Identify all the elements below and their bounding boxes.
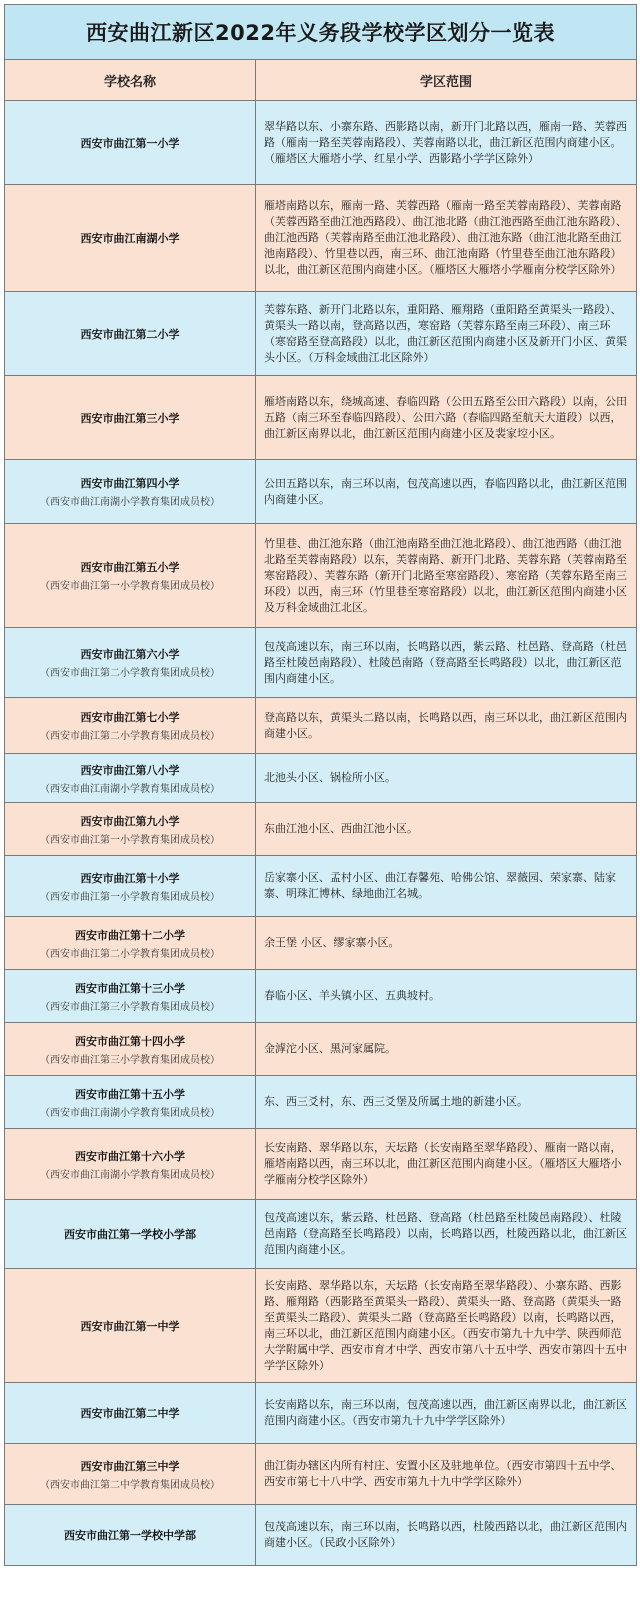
school-name: 西安市曲江第九小学 [80, 814, 180, 828]
school-name: 西安市曲江第一学校中学部 [64, 1529, 196, 1542]
school-name-cell [5, 970, 256, 1023]
school-name: 西安市曲江第十二小学 [75, 928, 185, 942]
table-row [5, 376, 637, 460]
header-school-name: 学校名称 [5, 60, 256, 101]
district-range-cell: 北池头小区、锅检所小区。 [256, 754, 637, 803]
table-row [5, 292, 637, 376]
school-group-note: （西安市曲江第二小学教育集团成员校） [40, 668, 220, 679]
table-row [5, 628, 637, 698]
school-group-note: （西安市曲江南湖小学教育集团成员校） [40, 783, 220, 795]
district-range-cell: 岳家寨小区、孟村小区、曲江春馨苑、哈佛公馆、翠薇园、荣家寨、陆家寨、明珠汇博林、绿地曲江名城。 [256, 856, 637, 917]
table-row [5, 1076, 637, 1129]
district-table [4, 4, 637, 1566]
school-name: 西安市曲江第十小学 [80, 871, 180, 885]
district-range-cell: 公田五路以东，南三环以南，包茂高速以西，春临四路以北，曲江新区范围内商建小区。 [256, 460, 637, 524]
district-range-cell: 金滹沱小区、黑河家属院。 [256, 1023, 637, 1076]
school-name-cell [5, 460, 256, 524]
school-group-note: （西安市曲江第一小学教育集团成员校） [40, 834, 220, 846]
school-group-note: （西安市曲江南湖小学教育集团成员校） [40, 497, 220, 508]
district-range-cell: 长安南路以东，南三环以南，包茂高速以西，曲江新区南界以北，曲江新区范围内商建小区。（西安市第九十九中学学区除外） [256, 1383, 637, 1444]
district-range-cell: 春临小区、羊头镇小区、五典坡村。 [256, 970, 637, 1023]
school-name: 西安市曲江第十四小学 [75, 1034, 185, 1048]
district-range-cell: 余王堡 小区、缪家寨小区。 [256, 917, 637, 970]
table-header-row [5, 60, 637, 101]
school-name-cell [5, 628, 256, 698]
table-row [5, 460, 637, 524]
table-row [5, 1269, 637, 1383]
district-range-cell: 翠华路以东、小寨东路、西影路以南，新开门北路以西，雁南一路、芙蓉西路（雁南一路至芙蓉南路段）、芙蓉南路以北，曲江新区范围内商建小区。（雁塔区大雁塔小学、红星小学、西影路小学学区除外） [256, 101, 637, 185]
table-row [5, 1383, 637, 1444]
school-name-cell [5, 1129, 256, 1200]
school-name: 西安市曲江南湖小学 [80, 232, 180, 245]
school-name-cell [5, 754, 256, 803]
school-name-cell [5, 1444, 256, 1505]
school-group-note: （西安市曲江第二小学教育集团成员校） [40, 731, 220, 742]
school-name: 西安市曲江第一小学 [80, 136, 180, 150]
school-name: 西安市曲江第一中学 [80, 1319, 180, 1333]
school-group-note: （西安市曲江第三小学教育集团成员校） [40, 1001, 220, 1013]
table-row [5, 917, 637, 970]
district-range-cell: 登高路以东，黄渠头二路以南，长鸣路以西，南三环以北，曲江新区范围内商建小区。 [256, 698, 637, 754]
school-group-note: （西安市曲江第一小学教育集团成员校） [40, 891, 220, 903]
table-row [5, 1444, 637, 1505]
table-row [5, 1129, 637, 1200]
school-group-note: （西安市曲江第三小学教育集团成员校） [40, 1054, 220, 1066]
table-row [5, 524, 637, 628]
school-name-cell [5, 1269, 256, 1383]
district-range-cell: 东曲江池小区、西曲江池小区。 [256, 803, 637, 856]
school-name-cell [5, 1505, 256, 1566]
school-name: 西安市曲江第一学校小学部 [64, 1228, 196, 1241]
school-name: 西安市曲江第八小学 [80, 763, 180, 777]
school-name-cell [5, 185, 256, 292]
school-name: 西安市曲江第五小学 [80, 561, 180, 574]
school-name-cell [5, 1383, 256, 1444]
header-district-range: 学区范围 [256, 60, 637, 101]
school-name-cell [5, 1200, 256, 1269]
table-row [5, 101, 637, 185]
school-name: 西安市曲江第七小学 [80, 711, 180, 724]
school-name-cell [5, 101, 256, 185]
district-range-cell: 雁塔南路以东，绕城高速、春临四路（公田五路至公田六路段）以南，公田五路（南三环至春临四路段）、公田六路（春临四路至航天大道段）以西，曲江新区南界以北，曲江新区范围内商建小区及裴家埪小区。 [256, 376, 637, 460]
school-name: 西安市曲江第二小学 [80, 327, 180, 341]
table-row [5, 698, 637, 754]
school-name-cell [5, 1023, 256, 1076]
school-name-cell [5, 376, 256, 460]
school-group-note: （西安市曲江第二中学教育集团成员校） [40, 1479, 220, 1491]
school-name: 西安市曲江第十三小学 [75, 981, 185, 995]
school-name: 西安市曲江第六小学 [80, 648, 180, 661]
table-row [5, 1505, 637, 1566]
school-name: 西安市曲江第三中学 [80, 1459, 180, 1473]
table-row [5, 1023, 637, 1076]
district-range-cell: 包茂高速以东，紫云路、杜邑路、登高路（杜邑路至杜陵邑南路段）、杜陵邑南路（登高路至长鸣路段）以南，长鸣路以西，杜陵西路以北，曲江新区范围内商建小区。 [256, 1200, 637, 1269]
school-name-cell [5, 524, 256, 628]
table-row [5, 803, 637, 856]
school-name-cell [5, 917, 256, 970]
school-name: 西安市曲江第十六小学 [75, 1149, 185, 1163]
table-body [5, 101, 637, 1566]
table-row [5, 185, 637, 292]
school-name-cell [5, 856, 256, 917]
district-range-cell: 包茂高速以东，南三环以南，长鸣路以西，杜陵西路以北，曲江新区范围内商建小区。（民政小区除外） [256, 1505, 637, 1566]
school-name: 西安市曲江第三小学 [80, 411, 180, 425]
school-group-note: （西安市曲江南湖小学教育集团成员校） [40, 1169, 220, 1181]
district-table-sheet [4, 4, 636, 1605]
district-range-cell: 曲江街办辖区内所有村庄、安置小区及驻地单位。（西安市第四十五中学、西安市第七十八中学、西安市第九十九中学学区除外） [256, 1444, 637, 1505]
school-name-cell [5, 1076, 256, 1129]
school-name-cell [5, 698, 256, 754]
school-name-cell [5, 292, 256, 376]
school-group-note: （西安市曲江第一小学教育集团成员校） [40, 581, 220, 592]
school-name-cell [5, 803, 256, 856]
table-row [5, 856, 637, 917]
school-name: 西安市曲江第二中学 [80, 1407, 180, 1420]
school-name: 西安市曲江第十五小学 [75, 1087, 185, 1101]
district-range-cell: 包茂高速以东，南三环以南，长鸣路以西，紫云路、杜邑路、登高路（杜邑路至杜陵邑南路段）、杜陵邑南路（登高路至长鸣路段）以北，曲江新区范围内商建小区。 [256, 628, 637, 698]
table-title: 西安曲江新区2022年义务段学校学区划分一览表 [5, 5, 637, 60]
district-range-cell: 东、西三爻村，东、西三爻堡及所属土地的新建小区。 [256, 1076, 637, 1129]
district-range-cell: 竹里巷、曲江池东路（曲江池南路至曲江池北路段）、曲江池西路（曲江池北路至芙蓉南路段）以东，芙蓉南路、新开门北路、芙蓉东路（芙蓉南路至寒窑路段）、芙蓉东路（新开门北路至寒窑路段）、寒窑路（芙蓉东路至南三环段）以西，南三环（竹里巷至寒窑路段）以北，曲江新区范围内商建小区及万科金域曲江北区。 [256, 524, 637, 628]
school-group-note: （西安市曲江南湖小学教育集团成员校） [40, 1107, 220, 1119]
district-range-cell: 长安南路、翠华路以东，天坛路（长安南路至翠华路段）、雁南一路以南，雁塔南路以西，南三环以北，曲江新区范围内商建小区。（雁塔区大雁塔小学雁南分校学区除外） [256, 1129, 637, 1200]
district-range-cell: 长安南路、翠华路以东，天坛路（长安南路至翠华路段）、小寨东路、西影路、雁翔路（西影路至黄渠头一路段）、黄渠头一路、登高路（黄渠头一路至黄渠头二路段）、黄渠头二路（登高路至长鸣路段）以南，长鸣路以西，南三环以北，曲江新区范围内商建小区。（西安市第九十九中学、陕西师范大学附属中学、西安市育才中学、西安市第八十五中学、西安市第四十五中学学区除外） [256, 1269, 637, 1383]
table-row [5, 970, 637, 1023]
table-row [5, 1200, 637, 1269]
school-name: 西安市曲江第四小学 [80, 477, 180, 490]
district-range-cell: 芙蓉东路、新开门北路以东，重阳路、雁翔路（重阳路至黄渠头一路段）、黄渠头一路以南，登高路以西，寒窑路（芙蓉东路至南三环段）、南三环（寒窑路至登高路段）以北，曲江新区范围内商建小区及新开门小区、黄渠头小区。（万科金域曲江北区除外） [256, 292, 637, 376]
school-group-note: （西安市曲江第二小学教育集团成员校） [40, 948, 220, 960]
table-row [5, 754, 637, 803]
district-range-cell: 雁塔南路以东，雁南一路、芙蓉西路（雁南一路至芙蓉南路段）、芙蓉南路（芙蓉西路至曲江池西路段）、曲江池北路（曲江池西路至曲江池东路段）、曲江池西路（芙蓉南路至曲江池北路段）、曲江池东路（曲江池北路至曲江池南路段）、竹里巷以西，南三环、曲江池南路（竹里巷至曲江池东路段）以北，曲江新区范围内商建小区。（雁塔区大雁塔小学雁南分校学区除外） [256, 185, 637, 292]
